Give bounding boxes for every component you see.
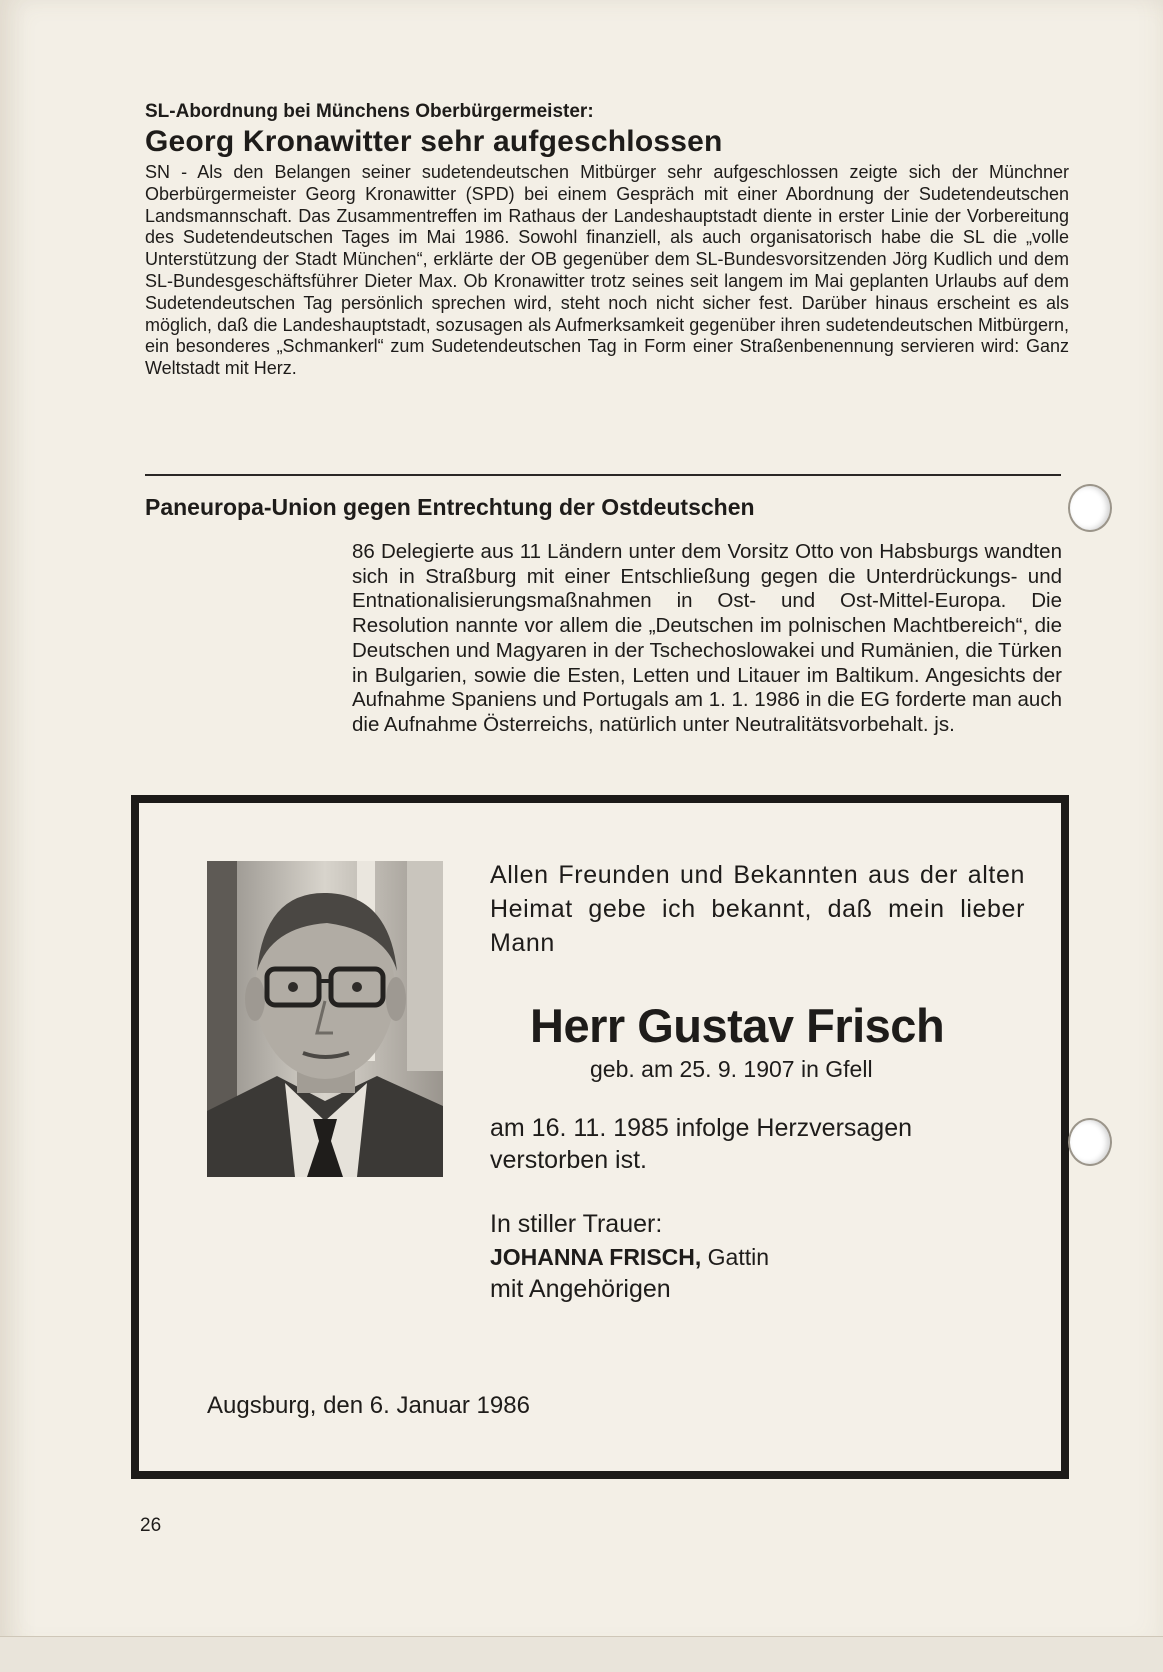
punch-hole-top [1068,484,1112,532]
obituary-notice [131,795,1069,1479]
article-kronawitter [145,100,1069,380]
birth-line: geb. am 25. 9. 1907 in Gfell [590,1056,873,1082]
article-body: SN - Als den Belangen seiner sudetendeutschen Mitbürger sehr aufgeschlossen zeigte sich der Münchner Oberbürgermeister Georg Kronawitter (SPD) bei einem Gespräch mit einer Abordnung der Sudetendeutschen Landsmannschaft. Das Zusammentreffen im Rathaus der Landeshauptstadt diente in erster Linie der Vorbereitung des Sudetendeutschen Tages im Mai 1986. Sowohl finanziell, als auch organisatorisch habe die SL die „volle Unterstützung der Stadt München“, erklärte der OB gegenüber dem SL-Bundesvorsitzenden Jörg Kudlich und dem SL-Bundesgeschäftsführer Dieter Max. Ob Kronawitter trotz seines seit langem im Mai geplanten Urlaubs auf dem Sudetendeutschen Tag persönlich sprechen wird, steht noch nicht sicher fest. Darüber hinaus erscheint es als möglich, daß die Landeshauptstadt, sozusagen als Aufmerksamkeit gegenüber ihren sudetendeutschen Mitbürgern, ein besonderes „Schmankerl“ zum Sudetendeutschen Tag in Form einer Straßenbenennung servieren wird: Ganz Weltstadt mit Herz. [145,162,1069,379]
place-date: Augsburg, den 6. Januar 1986 [207,1392,530,1419]
widow-relation: Gattin [707,1244,770,1270]
section-divider [145,474,1061,476]
portrait-photo [207,861,443,1177]
article-paneuropa-headline: Paneuropa-Union gegen Entrechtung der Ostdeutschen [145,494,755,520]
deceased-name: Herr Gustav Frisch [530,999,945,1052]
page-bottom-edge [0,1636,1163,1672]
punch-hole-bottom [1068,1118,1112,1166]
family-line: mit Angehörigen [490,1275,671,1303]
death-line: am 16. 11. 1985 infolge Herzversagen verstorben ist. [490,1114,913,1174]
widow-line [490,1241,1025,1273]
article-kicker: SL-Abordnung bei Münchens Oberbürgermeister: [145,101,594,122]
notice-text [490,858,1025,1306]
mourning-line: In stiller Trauer: [490,1210,663,1238]
article-headline: Georg Kronawitter sehr aufgeschlossen [145,125,723,158]
notice-intro: Allen Freunden und Bekannten aus der alten Heimat gebe ich bekannt, daß mein lieber Mann [490,861,1025,957]
page-number: 26 [140,1515,162,1536]
article-paneuropa-body: 86 Delegierte aus 11 Ländern unter dem Vorsitz Otto von Habsburgs wandten sich in Straßburg mit einer Entschließung gegen die Unterdrückungs- und Entnationalisierungsmaßnahmen in Ost- und Ost-Mittel-Europa. Die Resolution nannte vor allem die „Deutschen im polnischen Machtbereich“, die Deutschen und Magyaren in der Tschechoslowakei und Rumänien, die Türken in Bulgarien, sowie die Esten, Letten und Litauer im Baltikum. Angesichts der Aufnahme Spaniens und Portugals am 1. 1. 1986 in die EG forderte man auch die Aufnahme Österreichs, natürlich unter Neutralitätsvorbehalt. js. [352,540,1062,736]
widow-name: JOHANNA FRISCH, [490,1244,702,1270]
